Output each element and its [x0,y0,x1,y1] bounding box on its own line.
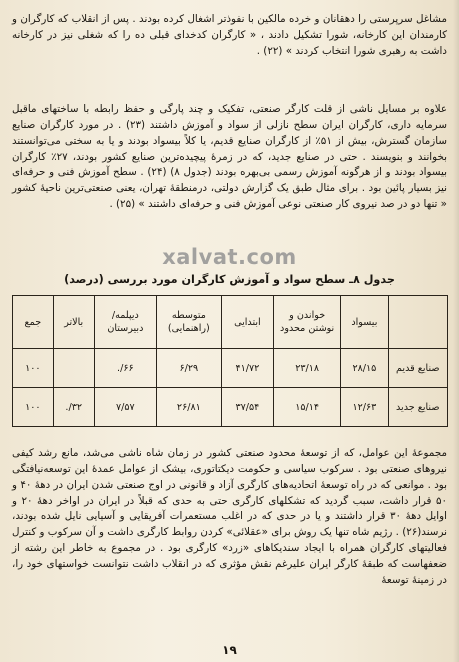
table-cell: ۷/۵۷ [94,388,156,427]
table-cell: ۱۲/۶۳ [341,388,388,427]
row-label: صنایع قدیم [388,349,447,388]
header-primary: ابتدایی [221,296,273,349]
paragraph-1: مشاغل سرپرستی را دهقانان و خرده مالکین با نفوذتر اشغال کرده بودند . پس از انقلاب که کارگران و کارمندان این کارخانه، شورا تشکیل دادند ، « کارگران کدخدای قبلی ده را که شغلی نیز در کارخانه داشت به رهبری شورا انتخاب کردند » (۲۲) . [12,13,447,57]
table-row [13,388,448,427]
watermark: xalvat.com [162,245,297,269]
table-cell [53,349,94,388]
header-diploma: دیپلمه/ دبیرستان [94,296,156,349]
header-category [388,296,447,349]
literacy-table [12,295,448,427]
header-illiterate: بیسواد [341,296,388,349]
table-cell: ۲۶/۸۱ [156,388,221,427]
table-cell: ۶۶/. [94,349,156,388]
table-cell: ۳۲/. [53,388,94,427]
table-cell: ۱۰۰ [13,349,54,388]
table-cell: ۴۱/۷۲ [221,349,273,388]
table-row [13,349,448,388]
header-secondary: متوسطه (راهنمایی) [156,296,221,349]
header-limited-reading: خواندن و نوشتن محدود [274,296,341,349]
header-total: جمع [13,296,54,349]
table-header-row [13,296,448,349]
page-number: ۱۹ [222,643,237,657]
page-edge-shadow [453,0,459,662]
table-title: جدول ۸ـ سطح سواد و آموزش کارگران مورد بررسی (درصد) [64,273,395,286]
table-cell: ۳۷/۵۴ [221,388,273,427]
table-cell: ۱۰۰ [13,388,54,427]
paragraph-3: مجموعهٔ این عوامل، که از توسعهٔ محدود صنعتی کشور در زمان شاه ناشی می‌شد، مانع رشد کیفی نیروهای صنعتی بود . سرکوب سیاسی و حکومت دیکتاتوری، بیشک از عوامل عمدهٔ این توسعه‌نیافتگی بود . موانعی که در راه توسعهٔ اتحادیه‌های کارگری آزاد و قانونی در اوج صنعتی شدن ایران در دههٔ ۴۰ و ۵۰ قرار داشت، سبب گردید که تشکلهای کارگری حتی به حدی که قبلاً در ایران در اواخر دههٔ ۲۰ و اوایل دههٔ ۳۰ قرار داشتند و یا در حدی که در اغلب مستعمرات آفریقایی و آسیایی نایل شده بودند، نرسند(۲۶) . رژیم شاه تنها یک روش برای «عقلائی» کردن روابط کارگری داشت و آن سرکوب و کنترل فعالیتهای کارگران همراه با ایجاد سندیکاهای «زرد» کارگری بود . در مجموع به خاطر این رشته از ضعفهاست که طبقهٔ کارگر ایران علیرغم نقش مؤثری که در انقلاب داشت نتوانست خواستهای خود را، در زمینهٔ توسعهٔ [12,447,447,586]
table-cell: ۲۸/۱۵ [341,349,388,388]
header-higher: بالاتر [53,296,94,349]
table-cell: ۲۳/۱۸ [274,349,341,388]
table-cell: ۱۵/۱۴ [274,388,341,427]
row-label: صنایع جدید [388,388,447,427]
table-cell: ۶/۲۹ [156,349,221,388]
paragraph-2: علاوه بر مسایل ناشی از قلت کارگر صنعتی، تفکیک و چند پارگی و حفظ رابطه با ساختهای ماقبل سرمایه داری، کارگران ایران سطح نازلی از سواد و آموزش داشتند (۲۳) . در مورد کارگران صنایع سازمان گسترش، بیش از ۵۱٪ از کارگران صنایع قدیم، یا کلاً بیسواد بودند و یا به سختی می‌توانستند بخوانند و بنویسند . حتی در صنایع جدید، که در زمرهٔ پیچیده‌ترین صنایع کشور بودند، ۲۷٪ کارگران بیسواد بودند و از هرگونه آموزش رسمی بی‌بهره بودند (جدول ۸) (۲۴) . سطح آموزش فنی و حرفه‌ای نیز بسیار پائین بود . برای مثال طبق یک گزارش دولتی، درمنطقهٔ تهران، یعنی صنعتی‌ترین ناحیهٔ کشور « تنها دو در صد نیروی کار صنعتی نوعی آموزش فنی و حرفه‌ای داشتند » (۲۵) . [12,103,448,211]
